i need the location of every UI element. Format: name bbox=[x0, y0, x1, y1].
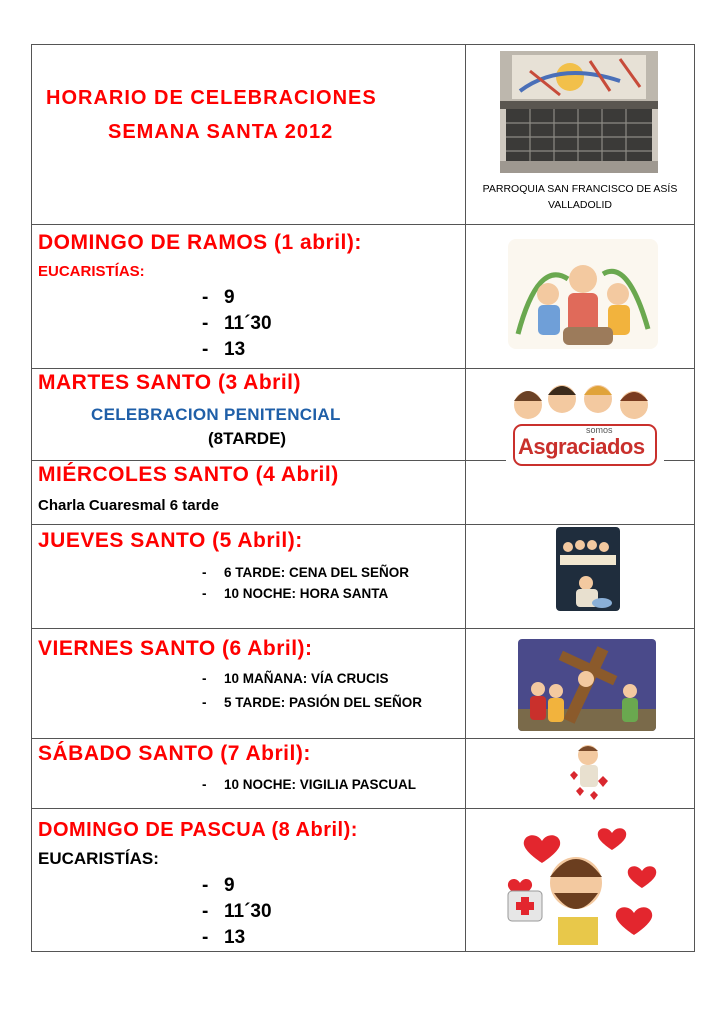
sabado-title: SÁBADO SANTO (7 Abril): bbox=[38, 742, 311, 765]
miercoles-cell bbox=[32, 461, 466, 524]
domingo-ramos-label: EUCARISTÍAS: bbox=[38, 263, 145, 280]
domingo-ramos-title: DOMINGO DE RAMOS (1 abril): bbox=[38, 231, 362, 254]
pascua-title: DOMINGO DE PASCUA (8 Abril): bbox=[38, 819, 358, 841]
jueves-image-cell bbox=[466, 525, 694, 628]
jueves-row bbox=[32, 525, 694, 629]
pascua-cell bbox=[32, 809, 466, 951]
viernes-item: - 5 TARDE: PASIÓN DEL SEÑOR bbox=[202, 695, 423, 710]
viernes-item: - 10 MAÑANA: VÍA CRUCIS bbox=[202, 671, 389, 686]
domingo-ramos-item: - 9 bbox=[202, 287, 235, 308]
parish-cell bbox=[466, 45, 694, 224]
church-photo bbox=[500, 51, 658, 173]
parish-city: VALLADOLID bbox=[548, 199, 612, 211]
pascua-label: EUCARISTÍAS: bbox=[38, 849, 159, 868]
miercoles-title: MIÉRCOLES SANTO (4 Abril) bbox=[38, 463, 339, 486]
viernes-title: VIERNES SANTO (6 Abril): bbox=[38, 637, 313, 660]
martes-cell bbox=[32, 369, 466, 460]
way-of-cross-illustration bbox=[518, 639, 656, 731]
asgraciados-image-cell bbox=[466, 369, 694, 460]
logo-text-asgraciados: Asgraciados bbox=[518, 434, 645, 459]
viernes-image-cell bbox=[466, 629, 694, 738]
pascua-item: - 9 bbox=[202, 875, 235, 896]
sabado-cell bbox=[32, 739, 466, 808]
jueves-title: JUEVES SANTO (5 Abril): bbox=[38, 529, 303, 552]
logo-text-somos: somos bbox=[586, 425, 613, 435]
martes-line-1: CELEBRACION PENITENCIAL bbox=[91, 405, 341, 424]
jueves-item: - 10 NOCHE: HORA SANTA bbox=[202, 586, 389, 601]
domingo-ramos-row bbox=[32, 225, 694, 369]
ramos-image-cell bbox=[466, 225, 694, 368]
palm-sunday-illustration bbox=[508, 239, 658, 349]
easter-vigil-illustration bbox=[562, 741, 616, 807]
domingo-ramos-cell bbox=[32, 225, 466, 368]
jueves-item: - 6 TARDE: CENA DEL SEÑOR bbox=[202, 565, 410, 580]
pascua-item: - 13 bbox=[202, 927, 246, 948]
sabado-row bbox=[32, 739, 694, 809]
title-line-1: HORARIO DE CELEBRACIONES bbox=[46, 87, 377, 109]
martes-row bbox=[32, 369, 694, 461]
viernes-row bbox=[32, 629, 694, 739]
viernes-cell bbox=[32, 629, 466, 738]
sabado-image-cell bbox=[466, 739, 694, 808]
title-line-2: SEMANA SANTA 2012 bbox=[108, 121, 334, 143]
asgraciados-illustration bbox=[506, 377, 664, 473]
header-row bbox=[32, 45, 694, 225]
pascua-row bbox=[32, 809, 694, 951]
last-supper-illustration bbox=[556, 527, 620, 611]
pascua-image-cell bbox=[466, 809, 694, 951]
header-title-cell bbox=[32, 45, 466, 224]
jueves-cell bbox=[32, 525, 466, 628]
martes-title: MARTES SANTO (3 Abril) bbox=[38, 371, 302, 394]
parish-name: PARROQUIA SAN FRANCISCO DE ASÍS bbox=[482, 183, 678, 195]
domingo-ramos-item: - 13 bbox=[202, 339, 246, 360]
schedule-table bbox=[31, 44, 695, 952]
martes-line-2: (8TARDE) bbox=[208, 429, 287, 448]
pascua-item: - 11´30 bbox=[202, 901, 272, 922]
miercoles-line: Charla Cuaresmal 6 tarde bbox=[38, 497, 219, 514]
easter-hearts-illustration bbox=[502, 821, 662, 945]
domingo-ramos-item: - 11´30 bbox=[202, 313, 272, 334]
sabado-item: - 10 NOCHE: VIGILIA PASCUAL bbox=[202, 777, 417, 792]
